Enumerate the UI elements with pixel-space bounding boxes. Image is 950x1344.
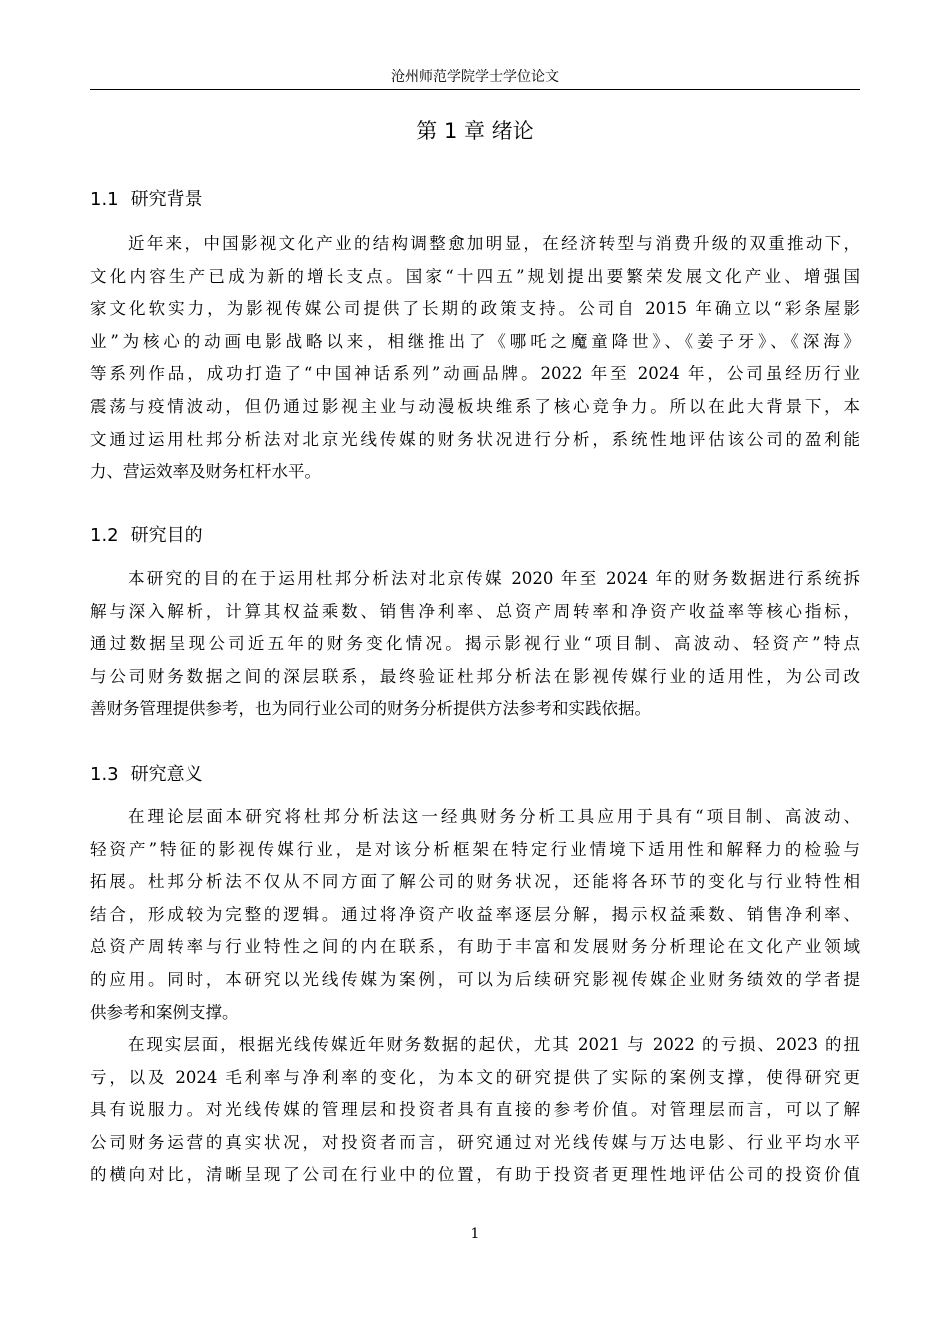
text-line: 总资产周转率与行业特性之间的内在联系，有助于丰富和发展财务分析理论在文化产业领域: [90, 937, 860, 957]
section-heading-1-3: [90, 761, 860, 789]
text-line: 的应用。同时，本研究以光线传媒为案例，可以为后续研究影视传媒企业财务绩效的学者提: [90, 969, 860, 989]
text-line: 力、营运效率及财务杠杆水平。: [90, 462, 321, 482]
header-rule: [90, 89, 860, 90]
text-line: 在现实层面，根据光线传媒近年财务数据的起伏，尤其 2021 与 2022 的亏损、2023 的扭: [128, 1035, 860, 1054]
text-line: 本研究的目的在于运用杜邦分析法对北京传媒 2020 年至 2024 年的财务数据进行系统拆: [128, 569, 860, 588]
running-header: 沧州师范学院学士学位论文: [391, 69, 559, 85]
page-number: 1: [470, 1226, 480, 1242]
section-heading-1-2: [90, 522, 860, 550]
paragraph-significance-theory: [90, 801, 860, 1029]
text-line: 文化内容生产已成为新的增长支点。国家“十四五”规划提出要繁荣发展文化产业、增强国: [90, 266, 860, 286]
text-line: 与公司财务数据之间的深层联系，最终验证杜邦分析法在影视传媒行业的适用性，为公司改: [90, 666, 860, 686]
text-line: 结合，形成较为完整的逻辑。通过将净资产收益率逐层分解，揭示权益乘数、销售净利率、: [90, 904, 860, 924]
text-line: 轻资产”特征的影视传媒行业，是对该分析框架在特定行业情境下适用性和解释力的检验与: [90, 839, 860, 859]
section-heading-1-1: [90, 186, 860, 214]
section-number: 1.3: [90, 764, 119, 785]
paragraph-background: [90, 228, 860, 489]
section-title: 研究背景: [130, 189, 203, 210]
text-line: 等系列作品，成功打造了“中国神话系列”动画品牌。2022 年至 2024 年，公司虽经历行业: [90, 364, 860, 384]
text-line: 家文化软实力，为影视传媒公司提供了长期的政策支持。公司自 2015 年确立以“彩条屋影: [90, 299, 860, 319]
chapter-title: 第 1 章 绪论: [416, 119, 534, 143]
text-line: 在理论层面本研究将杜邦分析法这一经典财务分析工具应用于具有“项目制、高波动、: [128, 807, 860, 826]
text-line: 的横向对比，清晰呈现了公司在行业中的位置，有助于投资者更理性地评估公司的投资价值: [90, 1165, 860, 1185]
text-line: 具有说服力。对光线传媒的管理层和投资者具有直接的参考价值。对管理层而言，可以了解: [90, 1100, 860, 1120]
paragraph-purpose: [90, 563, 860, 726]
text-line: 业”为核心的动画电影战略以来，相继推出了《哪吒之魔童降世》、《姜子牙》、《深海》: [90, 331, 860, 351]
text-line: 通过数据呈现公司近五年的财务变化情况。揭示影视行业“项目制、高波动、轻资产”特点: [90, 634, 860, 654]
section-number: 1.2: [90, 525, 119, 546]
text-line: 亏，以及 2024 毛利率与净利率的变化，为本文的研究提供了实际的案例支撑，使得研究更: [90, 1067, 860, 1087]
section-title: 研究目的: [130, 525, 203, 546]
paragraph-significance-practice: [90, 1029, 860, 1192]
text-line: 公司财务运营的真实状况，对投资者而言，研究通过对光线传媒与万达电影、行业平均水平: [90, 1132, 860, 1152]
section-number: 1.1: [90, 189, 119, 210]
text-line: 近年来，中国影视文化产业的结构调整愈加明显，在经济转型与消费升级的双重推动下，: [128, 234, 860, 253]
text-line: 文通过运用杜邦分析法对北京光线传媒的财务状况进行分析，系统性地评估该公司的盈利能: [90, 429, 860, 449]
text-line: 解与深入解析，计算其权益乘数、销售净利率、总资产周转率和净资产收益率等核心指标，: [90, 601, 860, 621]
text-line: 善财务管理提供参考，也为同行业公司的财务分析提供方法参考和实践依据。: [90, 699, 651, 719]
text-line: 拓展。杜邦分析法不仅从不同方面了解公司的财务状况，还能将各环节的变化与行业特性相: [90, 872, 860, 892]
text-line: 供参考和案例支撑。: [90, 1002, 239, 1022]
section-title: 研究意义: [130, 764, 203, 785]
text-line: 震荡与疫情波动，但仍通过影视主业与动漫板块维系了核心竞争力。所以在此大背景下，本: [90, 396, 860, 416]
